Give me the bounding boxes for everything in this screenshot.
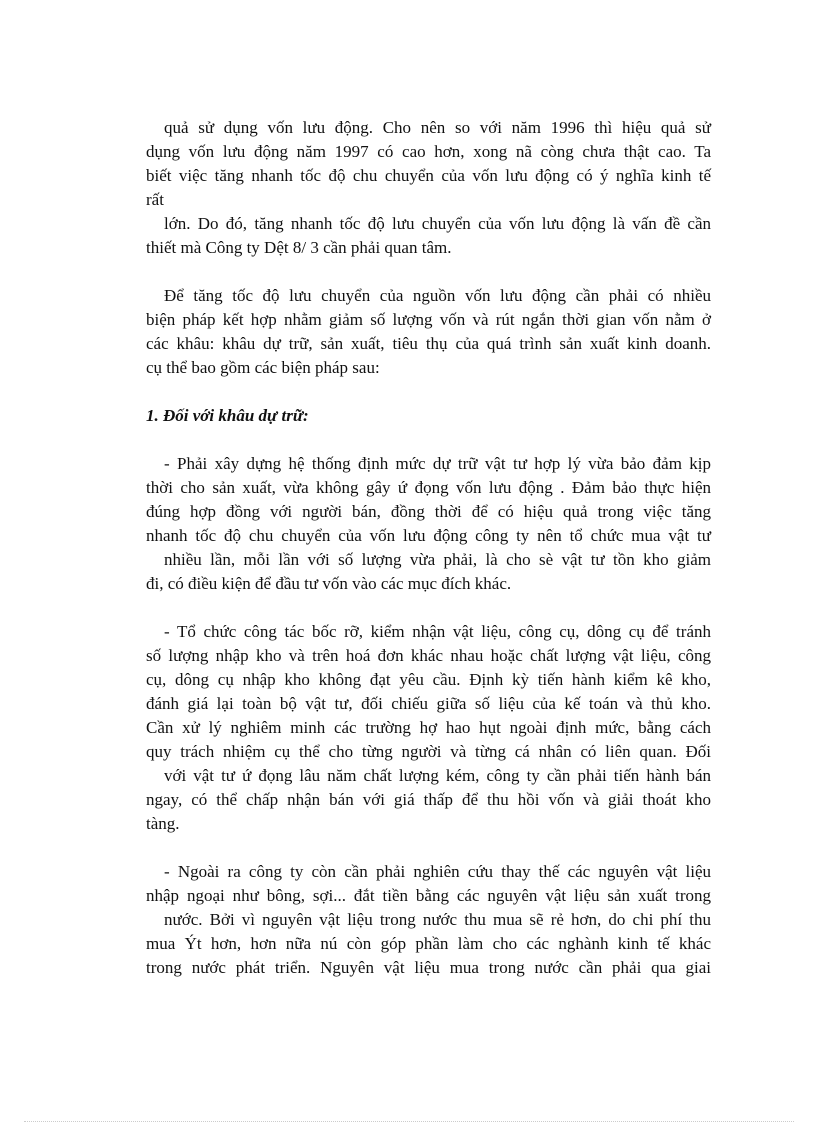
text-line: đúng hợp đồng với người bán, đồng thời để có hiệu quả trong việc tăng bbox=[146, 502, 711, 521]
text-line: biện pháp kết hợp nhằm giảm số lượng vốn và rút ngắn thời gian vốn nằm ở bbox=[146, 310, 711, 329]
text-line: thời cho sản xuất, vừa không gây ứ đọng vốn lưu động . Đảm bảo thực hiện bbox=[146, 478, 711, 497]
text-line: quả sử dụng vốn lưu động. Cho nên so với năm 1996 thì hiệu quả sử bbox=[164, 118, 711, 137]
text-line: tàng. bbox=[146, 814, 180, 833]
text-line: với vật tư ứ đọng lâu năm chất lượng kém, công ty cần phải tiến hành bán bbox=[164, 766, 711, 785]
text-line: lớn. Do đó, tăng nhanh tốc độ lưu chuyển của vốn lưu động là vấn đề cần bbox=[164, 214, 711, 233]
text-line: đánh giá lại toàn bộ vật tư, đối chiếu giữa số liệu của kế toán và thủ kho. bbox=[146, 694, 711, 713]
text-line: thiết mà Công ty Dệt 8/ 3 cần phải quan tâm. bbox=[146, 238, 452, 257]
text-line: quy trách nhiệm cụ thể cho từng người và từng cá nhân có liên quan. Đối bbox=[146, 742, 711, 761]
text-line: Để tăng tốc độ lưu chuyển của nguồn vốn lưu động cần phải có nhiều bbox=[164, 286, 711, 305]
text-line: nhanh tốc độ chu chuyển của vốn lưu động công ty nên tổ chức mua vật tư bbox=[146, 526, 711, 545]
text-line: số lượng nhập kho và trên hoá đơn khác nhau hoặc chất lượng vật liệu, công bbox=[146, 646, 711, 665]
text-line: - Phải xây dựng hệ thống định mức dự trữ vật tư hợp lý vừa bảo đảm kịp bbox=[164, 454, 711, 473]
text-line: Cần xử lý nghiêm minh các trường hợ hao hụt ngoài định mức, bằng cách bbox=[146, 718, 711, 737]
text-line: trong nước phát triển. Nguyên vật liệu mua trong nước cần phải qua giai bbox=[146, 958, 711, 977]
text-line: ngay, có thể chấp nhận bán với giá thấp để thu hồi vốn và giải thoát kho bbox=[146, 790, 711, 809]
text-line: các khâu: khâu dự trữ, sản xuất, tiêu thụ của quá trình sản xuất kinh doanh. bbox=[146, 334, 711, 353]
text-line: - Ngoài ra công ty còn cần phải nghiên cứu thay thế các nguyên vật liệu bbox=[164, 862, 711, 881]
text-line: - Tổ chức công tác bốc rỡ, kiểm nhận vật liệu, công cụ, dông cụ để tránh bbox=[164, 622, 711, 641]
text-line: nhiều lần, mỗi lần với số lượng vừa phải, là cho sè vật tư tồn kho giảm bbox=[164, 550, 711, 569]
text-line: đi, có điều kiện để đầu tư vốn vào các mục đích khác. bbox=[146, 574, 512, 593]
text-line: rất bbox=[146, 190, 164, 209]
text-line: mua Ýt hơn, hơn nữa nú còn góp phần làm cho các nghành kinh tế khác bbox=[146, 934, 711, 953]
section-heading: 1. Đối với khâu dự trữ: bbox=[146, 406, 309, 425]
text-line: biết việc tăng nhanh tốc độ chu chuyển của vốn lưu động có ý nghĩa kinh tế bbox=[146, 166, 711, 185]
text-line: nước. Bởi vì nguyên vật liệu trong nước thu mua sẽ rẻ hơn, do chi phí thu bbox=[164, 910, 711, 929]
text-line: cụ, dông cụ nhập kho không đạt yêu cầu. Định kỳ tiến hành kiểm kê kho, bbox=[146, 670, 711, 689]
text-line: nhập ngoại như bông, sợi... đắt tiền bằng các nguyên vật liệu sản xuất trong bbox=[146, 886, 711, 905]
page-bottom-divider bbox=[24, 1121, 794, 1122]
text-line: dụng vốn lưu động năm 1997 có cao hơn, xong nã còng chưa thật cao. Ta bbox=[146, 142, 711, 161]
text-line: cụ thể bao gồm các biện pháp sau: bbox=[146, 358, 380, 377]
